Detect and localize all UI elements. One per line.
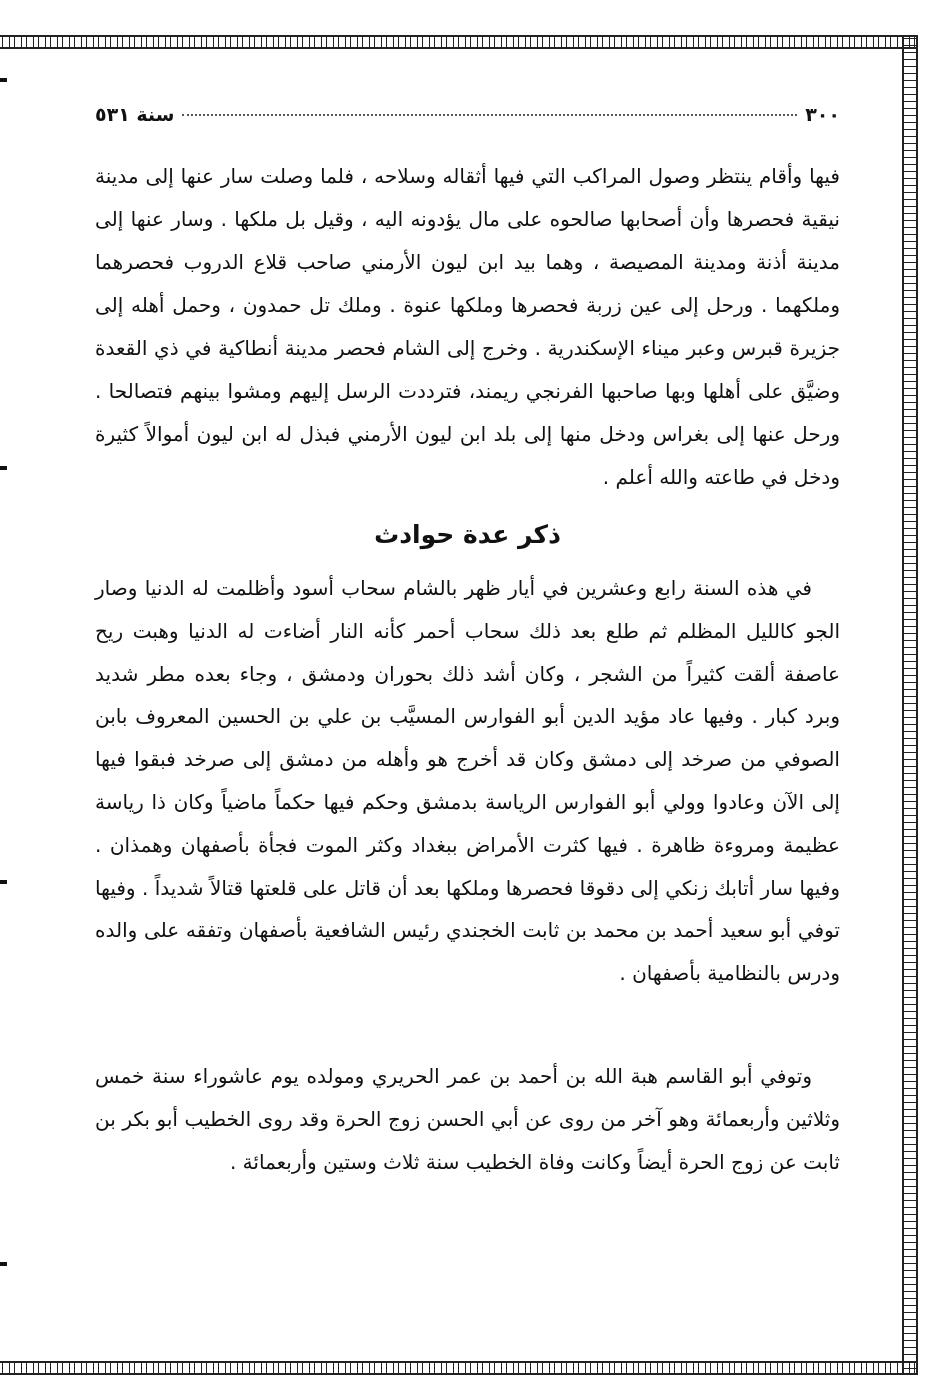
ornamental-border-bottom — [0, 1361, 918, 1375]
ornamental-border-right — [902, 35, 918, 1375]
margin-mark — [0, 1262, 7, 1266]
paragraph-1 — [95, 155, 840, 499]
year-label: سنة ٥٣١ — [95, 104, 175, 126]
section-heading: ذكر عدة حوادث — [374, 520, 561, 549]
margin-mark — [0, 78, 7, 82]
running-header — [95, 98, 840, 132]
paragraph-2 — [95, 567, 840, 995]
paragraph-3 — [95, 1055, 840, 1184]
page-number: ٣٠٠ — [805, 104, 840, 126]
paragraph-text: فيها وأقام ينتظر وصول المراكب التي فيها أثقاله وسلاحه ، فلما وصلت سار عنها إلى مدينة نيقية فحصرها وأن أصحابها صالحوه على مال يؤدونه اليه ، وقيل بل ملكها . وسار عنها إلى مدينة أذنة ومدينة المصيصة ، وهما بيد ابن ليون الأرمني صاحب قلاع الدروب فحصرهما وملكهما . ورحل إلى عين زربة فحصرها وملكها عنوة . وملك تل حمدون ، وحمل أهله إلى جزيرة قبرس وعبر ميناء الإسكندرية . وخرج إلى الشام فحصر مدينة أنطاكية في ذي القعدة وضيَّق على أهلها وبها صاحبها الفرنجي ريمند، فترددت الرسل إليهم ومشوا بينهم فتصالحا . ورحل عنها إلى بغراس ودخل منها إلى بلد ابن ليون الأرمني فبذل له ابن ليون أموالاً كثيرة ودخل في طاعته والله أعلم . — [95, 164, 840, 489]
margin-mark — [0, 880, 7, 884]
header-dotted-leader — [182, 114, 797, 116]
paragraph-text: وتوفي أبو القاسم هبة الله بن أحمد بن عمر الحريري ومولده يوم عاشوراء سنة خمس وثلاثين وأربعمائة وهو آخر من روى عن أبي الحسن زوج الحرة وقد روى الخطيب أبو بكر بن ثابت عن زوج الحرة أيضاً وكانت وفاة الخطيب سنة ثلاث وستين وأربعمائة . — [95, 1064, 840, 1174]
ornamental-border-top — [0, 35, 918, 49]
paragraph-text: في هذه السنة رابع وعشرين في أيار ظهر بالشام سحاب أسود وأظلمت له الدنيا وصار الجو كالليل المظلم ثم طلع بعد ذلك سحاب أحمر كأنه النار أضاءت له الدنيا وهبت ريح عاصفة ألقت كثيراً من الشجر ، وكان أشد ذلك بحوران ودمشق ، وجاء بعده مطر شديد وبرد كبار . وفيها عاد مؤيد الدين أبو الفوارس المسيَّب بن علي بن الحسين المعروف بابن الصوفي من صرخد إلى دمشق وكان قد أخرج هو وأهله من دمشق إلى صرخد فبقوا فيها إلى الآن وعادوا وولي أبو الفوارس الرياسة بدمشق وحكم فيها حكماً ماضياً وكان ذا رياسة عظيمة ومروءة ظاهرة . فيها كثرت الأمراض ببغداد وكثر الموت فجأة بأصفهان وهمذان . وفيها سار أتابك زنكي إلى دقوقا فحصرها وملكها بعد أن قاتل على قلعتها قتالاً شديداً . وفيها توفي أبو سعيد أحمد بن محمد بن ثابت الخجندي رئيس الشافعية بأصفهان وتفقه على والده ودرس بالنظامية بأصفهان . — [95, 576, 840, 986]
margin-mark — [0, 466, 7, 470]
